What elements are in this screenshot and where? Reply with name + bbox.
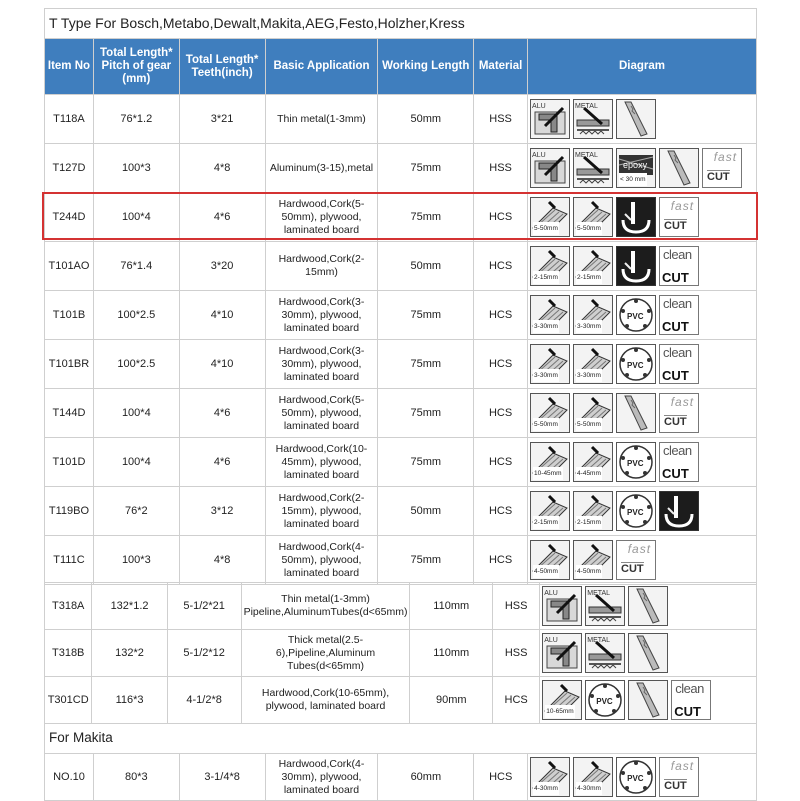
cell-application: Hardwood,Cork(10-45mm), plywood, laminated board — [265, 438, 378, 487]
cell-item-no: T244D — [45, 193, 94, 242]
blade-table-t3 — [44, 582, 757, 724]
cell-material: HSS — [474, 95, 528, 144]
cell-diagram — [528, 193, 757, 242]
header-row — [45, 39, 757, 95]
cell-item-no: T101BR — [45, 340, 94, 389]
metal-icon: METAL — [585, 586, 625, 626]
cell-application: Hardwood,Cork(3-30mm), plywood, laminated board — [265, 291, 378, 340]
cell-item-no: T318A — [45, 583, 92, 630]
cell-pitch: 80*3 — [93, 754, 179, 801]
col-diagram: Diagram — [528, 39, 757, 95]
cell-application: Thin metal(1-3mm) Pipeline,AluminumTubes(d<65mm) — [241, 583, 410, 630]
cell-material: HCS — [474, 340, 528, 389]
wood-icon: 4-50mm — [573, 540, 613, 580]
wood-icon: 4-50mm — [530, 540, 570, 580]
fast-cut-icon: fast CUT — [659, 197, 699, 237]
cell-application: Thick metal(2.5-6),Pipeline,Aluminum Tubes(d<65mm) — [241, 630, 410, 677]
cell-item-no: T127D — [45, 144, 94, 193]
cell-material: HCS — [474, 487, 528, 536]
cell-pitch: 76*1.4 — [93, 242, 179, 291]
cell-teeth: 4*10 — [179, 291, 265, 340]
cell-item-no: T101D — [45, 438, 94, 487]
cell-diagram — [528, 95, 757, 144]
cell-working-length: 110mm — [410, 583, 493, 630]
table-row — [45, 487, 757, 536]
table-row — [45, 144, 757, 193]
cell-material: HCS — [474, 291, 528, 340]
aluminum-icon: ALU — [530, 99, 570, 139]
cell-diagram — [528, 389, 757, 438]
cell-teeth: 4*6 — [179, 438, 265, 487]
cell-working-length: 75mm — [378, 291, 474, 340]
col-material: Material — [474, 39, 528, 95]
cell-teeth: 3*12 — [179, 487, 265, 536]
cell-item-no: T301CD — [45, 677, 92, 724]
table-row — [45, 389, 757, 438]
cell-diagram — [528, 242, 757, 291]
cell-pitch: 100*3 — [93, 536, 179, 585]
cell-material: HCS — [474, 389, 528, 438]
cell-material: HCS — [493, 677, 540, 724]
cell-working-length: 50mm — [378, 487, 474, 536]
page-title: T Type For Bosch,Metabo,Dewalt,Makita,AEG,Festo,Holzher,Kress — [44, 8, 757, 38]
cell-pitch: 132*2 — [92, 630, 167, 677]
pvc-icon: PVC — [616, 757, 656, 797]
spec-sheet — [44, 0, 757, 800]
cell-teeth: 4*8 — [179, 144, 265, 193]
cell-pitch: 100*4 — [93, 193, 179, 242]
cell-working-length: 75mm — [378, 438, 474, 487]
table-row — [45, 438, 757, 487]
cell-item-no: T144D — [45, 389, 94, 438]
section-heading-makita: For Makita — [44, 723, 757, 753]
cell-pitch: 76*2 — [93, 487, 179, 536]
cell-pitch: 100*3 — [93, 144, 179, 193]
clean-cut-icon: clean CUT — [659, 442, 699, 482]
cell-diagram — [528, 487, 757, 536]
cell-application: Hardwood,Cork(2-15mm) — [265, 242, 378, 291]
curve-cut-icon — [659, 491, 699, 531]
table-row — [45, 242, 757, 291]
cell-teeth: 4*6 — [179, 193, 265, 242]
table-row — [45, 291, 757, 340]
cell-diagram — [540, 677, 757, 724]
table-row — [45, 95, 757, 144]
cell-teeth: 4*8 — [179, 536, 265, 585]
blade-icon — [628, 680, 668, 720]
cell-pitch: 100*4 — [93, 438, 179, 487]
cell-working-length: 50mm — [378, 242, 474, 291]
wood-icon: 3-30mm — [530, 344, 570, 384]
table-row — [45, 536, 757, 585]
aluminum-icon: ALU — [530, 148, 570, 188]
cell-item-no: NO.10 — [45, 754, 94, 801]
cell-teeth: 5-1/2*12 — [167, 630, 241, 677]
blade-icon — [616, 99, 656, 139]
cell-working-length: 75mm — [378, 193, 474, 242]
cell-diagram — [528, 340, 757, 389]
cell-application: Hardwood,Cork(4-50mm), plywood, laminated board — [265, 536, 378, 585]
cell-diagram — [528, 536, 757, 585]
clean-cut-icon: clean CUT — [659, 295, 699, 335]
wood-icon: 4-45mm — [573, 442, 613, 482]
cell-application: Hardwood,Cork(2-15mm), plywood, laminated board — [265, 487, 378, 536]
col-teeth: Total Length* Teeth(inch) — [179, 39, 265, 95]
cell-diagram — [528, 144, 757, 193]
blade-icon — [628, 633, 668, 673]
cell-teeth: 3*20 — [179, 242, 265, 291]
wood-icon: 5-50mm — [573, 393, 613, 433]
wood-icon: 5-50mm — [530, 197, 570, 237]
clean-cut-icon: clean CUT — [671, 680, 711, 720]
cell-pitch: 100*2.5 — [93, 340, 179, 389]
cell-application: Hardwood,Cork(5-50mm), plywood, laminated board — [265, 193, 378, 242]
cell-item-no: T101AO — [45, 242, 94, 291]
cell-application: Hardwood,Cork(10-65mm), plywood, laminated board — [241, 677, 410, 724]
wood-icon: 2-15mm — [573, 491, 613, 531]
cell-application: Thin metal(1-3mm) — [265, 95, 378, 144]
cell-item-no: T118A — [45, 95, 94, 144]
cell-teeth: 5-1/2*21 — [167, 583, 241, 630]
aluminum-icon: ALU — [542, 633, 582, 673]
metal-icon: METAL — [573, 148, 613, 188]
aluminum-icon: ALU — [542, 586, 582, 626]
pvc-icon: PVC — [616, 442, 656, 482]
wood-icon: 5-50mm — [573, 197, 613, 237]
cell-pitch: 76*1.2 — [93, 95, 179, 144]
cell-working-length: 50mm — [378, 95, 474, 144]
table-row — [45, 630, 757, 677]
col-item-no: Item No — [45, 39, 94, 95]
table-row — [45, 193, 757, 242]
wood-icon: 3-30mm — [530, 295, 570, 335]
cell-teeth: 4*6 — [179, 389, 265, 438]
wood-icon: 5-50mm — [530, 393, 570, 433]
wood-icon: 10-45mm — [530, 442, 570, 482]
cell-application: Aluminum(3-15),metal — [265, 144, 378, 193]
cell-material: HSS — [493, 630, 540, 677]
col-application: Basic Application — [265, 39, 378, 95]
cell-diagram — [528, 438, 757, 487]
blade-icon — [616, 393, 656, 433]
cell-teeth: 3*21 — [179, 95, 265, 144]
cell-diagram — [540, 630, 757, 677]
fast-cut-icon: fast CUT — [659, 757, 699, 797]
blade-icon — [628, 586, 668, 626]
cell-item-no: T101B — [45, 291, 94, 340]
cell-teeth: 3-1/4*8 — [179, 754, 265, 801]
cell-pitch: 100*2.5 — [93, 291, 179, 340]
wood-icon: 10-65mm — [542, 680, 582, 720]
metal-icon: METAL — [585, 633, 625, 673]
blade-icon — [659, 148, 699, 188]
cell-working-length: 75mm — [378, 389, 474, 438]
curve-cut-icon — [616, 197, 656, 237]
table-row — [45, 677, 757, 724]
cell-pitch: 116*3 — [92, 677, 167, 724]
table-row — [45, 754, 757, 801]
cell-pitch: 100*4 — [93, 389, 179, 438]
metal-icon: METAL — [573, 99, 613, 139]
cell-application: Hardwood,Cork(3-30mm), plywood, laminated board — [265, 340, 378, 389]
cell-item-no: T318B — [45, 630, 92, 677]
table-row — [45, 583, 757, 630]
pvc-icon: PVC — [616, 344, 656, 384]
wood-icon: 2-15mm — [573, 246, 613, 286]
cell-material: HSS — [493, 583, 540, 630]
cell-working-length: 75mm — [378, 536, 474, 585]
epoxy-icon: epoxy < 30 mm — [616, 148, 656, 188]
cell-teeth: 4-1/2*8 — [167, 677, 241, 724]
cell-application: Hardwood,Cork(5-50mm), plywood, laminated board — [265, 389, 378, 438]
cell-teeth: 4*10 — [179, 340, 265, 389]
fast-cut-icon: fast CUT — [659, 393, 699, 433]
cell-working-length: 60mm — [378, 754, 474, 801]
cell-application: Hardwood,Cork(4-30mm), plywood, laminated board — [265, 754, 378, 801]
pvc-icon: PVC — [616, 491, 656, 531]
wood-icon: 4-30mm — [530, 757, 570, 797]
cell-working-length: 110mm — [410, 630, 493, 677]
cell-material: HCS — [474, 754, 528, 801]
col-pitch: Total Length* Pitch of gear (mm) — [93, 39, 179, 95]
cell-diagram — [528, 291, 757, 340]
pvc-icon: PVC — [585, 680, 625, 720]
cell-item-no: T111C — [45, 536, 94, 585]
wood-icon: 4-30mm — [573, 757, 613, 797]
cell-diagram — [540, 583, 757, 630]
table-row — [45, 340, 757, 389]
cell-material: HCS — [474, 536, 528, 585]
cell-item-no: T119BO — [45, 487, 94, 536]
cell-material: HCS — [474, 193, 528, 242]
blade-table-makita — [44, 753, 757, 801]
fast-cut-icon: fast CUT — [616, 540, 656, 580]
wood-icon: 2-15mm — [530, 246, 570, 286]
blade-table — [44, 38, 757, 585]
cell-material: HSS — [474, 144, 528, 193]
fast-cut-icon: fast CUT — [702, 148, 742, 188]
clean-cut-icon: clean CUT — [659, 246, 699, 286]
wood-icon: 2-15mm — [530, 491, 570, 531]
cell-material: HCS — [474, 438, 528, 487]
cell-material: HCS — [474, 242, 528, 291]
clean-cut-icon: clean CUT — [659, 344, 699, 384]
wood-icon: 3-30mm — [573, 344, 613, 384]
cell-working-length: 90mm — [410, 677, 493, 724]
cell-pitch: 132*1.2 — [92, 583, 167, 630]
curve-cut-icon — [616, 246, 656, 286]
cell-working-length: 75mm — [378, 340, 474, 389]
col-working-length: Working Length — [378, 39, 474, 95]
pvc-icon: PVC — [616, 295, 656, 335]
cell-diagram — [528, 754, 757, 801]
cell-working-length: 75mm — [378, 144, 474, 193]
wood-icon: 3-30mm — [573, 295, 613, 335]
